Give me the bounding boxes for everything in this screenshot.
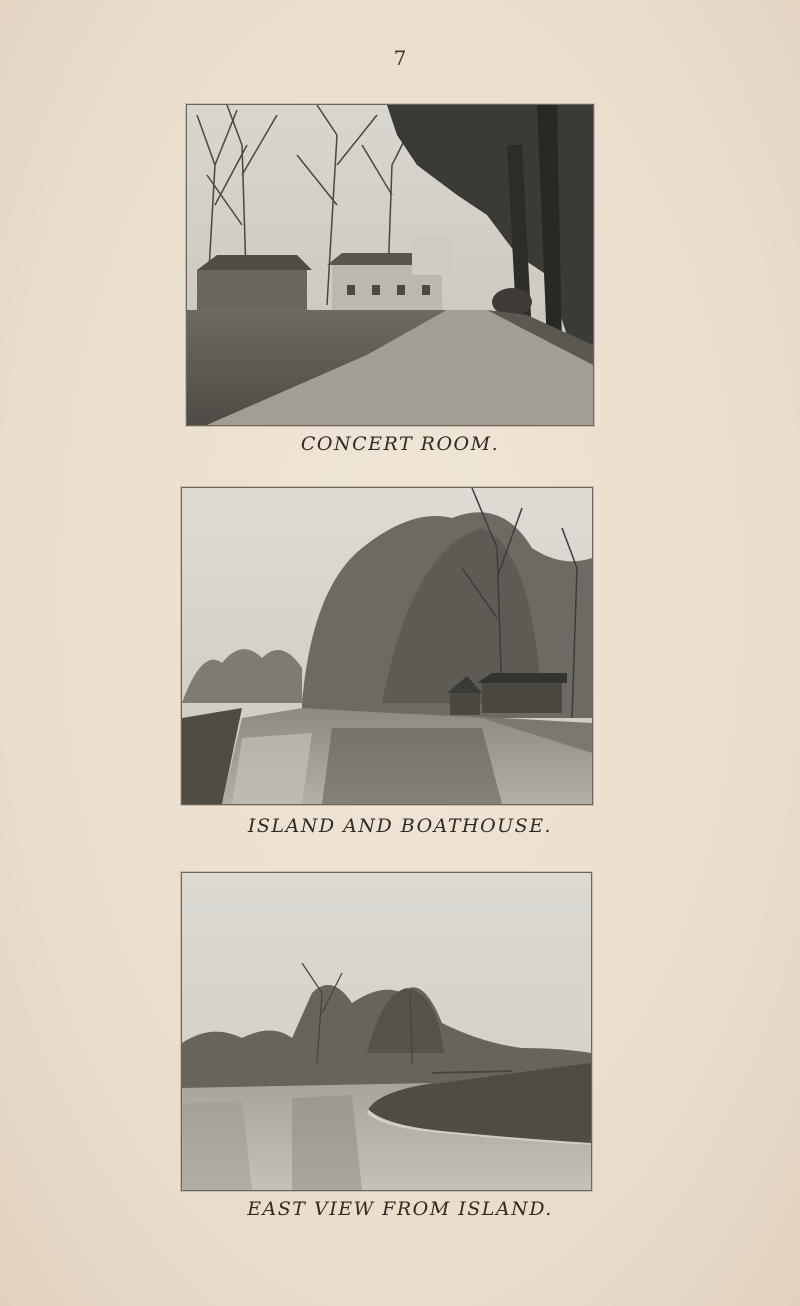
caption-concert-room: CONCERT ROOM. [300,433,500,455]
photo-concert-room [186,104,594,426]
caption-island-and-boathouse: ISLAND AND BOATHOUSE. [247,815,553,837]
photo-island-and-boathouse [181,487,593,805]
photo-east-view-from-island [181,872,592,1191]
caption-east-view-from-island: EAST VIEW FROM ISLAND. [247,1198,553,1220]
page-number: 7 [393,46,407,70]
